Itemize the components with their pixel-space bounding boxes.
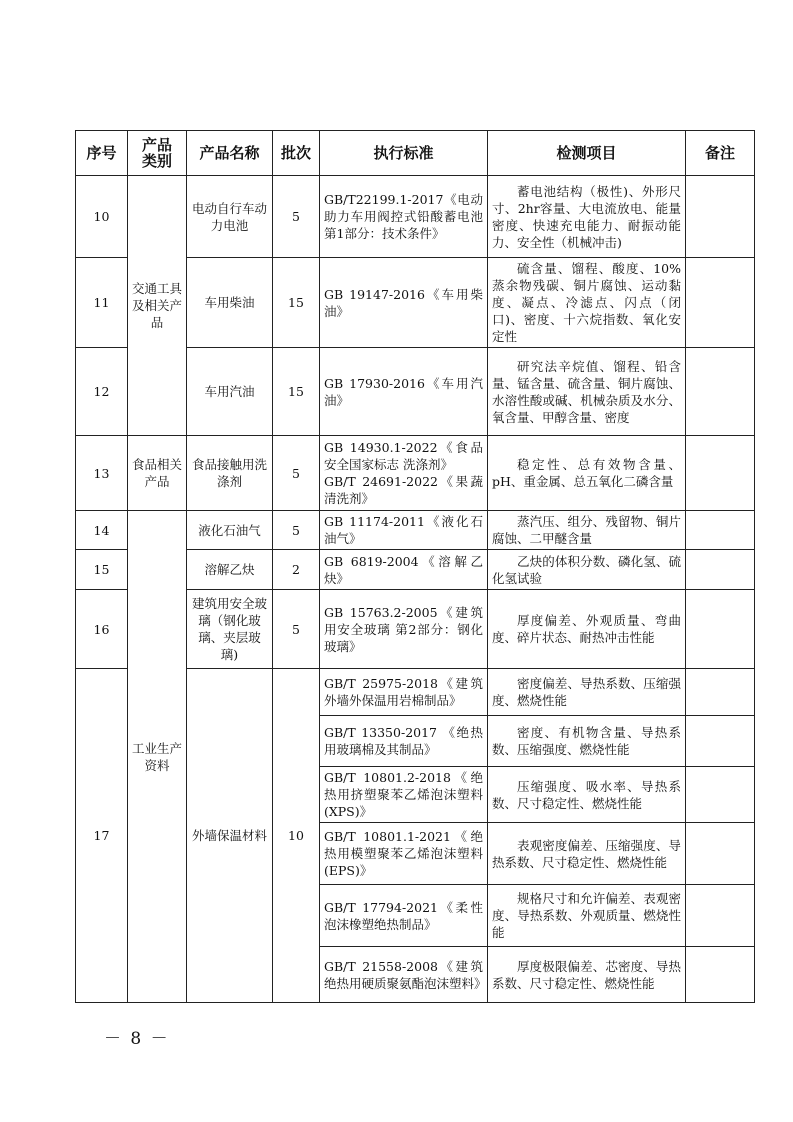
category-cell: 工业生产资料 <box>128 511 187 1003</box>
table-row <box>76 176 755 258</box>
row-seq: 10 <box>76 176 128 258</box>
product-name: 液化石油气 <box>187 511 273 550</box>
test-items-cell: 蓄电池结构（极性)、外形尺寸、2hr容量、大电流放电、能量密度、快速充电能力、耐振动能力、安全性（机械冲击) <box>488 176 686 258</box>
remarks-cell <box>686 511 755 550</box>
test-items-cell: 厚度偏差、外观质量、弯曲度、碎片状态、耐热冲击性能 <box>488 590 686 669</box>
row-seq: 12 <box>76 348 128 436</box>
row-seq: 17 <box>76 669 128 1003</box>
inspection-table <box>75 130 755 1003</box>
row-seq: 11 <box>76 258 128 348</box>
batch-count: 2 <box>273 550 320 590</box>
product-name: 溶解乙炔 <box>187 550 273 590</box>
test-items-cell: 厚度极限偏差、芯密度、导热系数、尺寸稳定性、燃烧性能 <box>488 947 686 1003</box>
remarks-cell <box>686 947 755 1003</box>
remarks-cell <box>686 767 755 823</box>
remarks-cell <box>686 258 755 348</box>
page-number: － 8 － <box>104 1029 170 1049</box>
table-row <box>76 436 755 511</box>
batch-count: 15 <box>273 348 320 436</box>
standard-cell: GB 6819-2004《溶解乙炔》 <box>320 550 488 590</box>
test-items-cell: 密度偏差、导热系数、压缩强度、燃烧性能 <box>488 669 686 716</box>
test-items-cell: 稳定性、总有效物含量、pH、重金属、总五氧化二磷含量 <box>488 436 686 511</box>
remarks-cell <box>686 823 755 885</box>
batch-count: 15 <box>273 258 320 348</box>
remarks-cell <box>686 885 755 947</box>
product-name: 食品接触用洗涤剂 <box>187 436 273 511</box>
product-name: 建筑用安全玻璃（钢化玻璃、夹层玻璃) <box>187 590 273 669</box>
remarks-cell <box>686 550 755 590</box>
batch-count: 5 <box>273 511 320 550</box>
header-product-name: 产品名称 <box>187 131 273 176</box>
test-items-cell: 硫含量、馏程、酸度、10%蒸余物残碳、铜片腐蚀、运动黏度、凝点、冷滤点、闪点（闭口)、密度、十六烷指数、氧化安定性 <box>488 258 686 348</box>
test-items-cell: 规格尺寸和允许偏差、表观密度、导热系数、外观质量、燃烧性能 <box>488 885 686 947</box>
row-seq: 15 <box>76 550 128 590</box>
remarks-cell <box>686 716 755 767</box>
header-remarks: 备注 <box>686 131 755 176</box>
standard-cell: GB/T22199.1-2017《电动助力车用阀控式铅酸蓄电池 第1部分：技术条件》 <box>320 176 488 258</box>
standard-cell: GB 17930-2016《车用汽油》 <box>320 348 488 436</box>
test-items-cell: 乙炔的体积分数、磷化氢、硫化氢试验 <box>488 550 686 590</box>
batch-count: 5 <box>273 590 320 669</box>
product-name: 电动自行车动力电池 <box>187 176 273 258</box>
header-test-items: 检测项目 <box>488 131 686 176</box>
standard-cell: GB/T 10801.1-2021《绝热用模塑聚苯乙烯泡沫塑料(EPS)》 <box>320 823 488 885</box>
remarks-cell <box>686 436 755 511</box>
row-seq: 13 <box>76 436 128 511</box>
row-seq: 16 <box>76 590 128 669</box>
standard-cell: GB/T 21558-2008《建筑绝热用硬质聚氨酯泡沫塑料》 <box>320 947 488 1003</box>
remarks-cell <box>686 348 755 436</box>
header-category: 产品 类别 <box>128 131 187 176</box>
batch-count: 10 <box>273 669 320 1003</box>
product-name: 车用柴油 <box>187 258 273 348</box>
standard-cell: GB/T 13350-2017 《绝热用玻璃棉及其制品》 <box>320 716 488 767</box>
standard-cell: GB/T 10801.2-2018《绝热用挤塑聚苯乙烯泡沫塑料(XPS)》 <box>320 767 488 823</box>
standard-cell: GB/T 17794-2021《柔性泡沫橡塑绝热制品》 <box>320 885 488 947</box>
standard-cell: GB 11174-2011《液化石油气》 <box>320 511 488 550</box>
standard-cell: GB 14930.1-2022《食品安全国家标志 洗涤剂》 GB/T 24691-2022《果蔬清洗剂》 <box>320 436 488 511</box>
test-items-cell: 表观密度偏差、压缩强度、导热系数、尺寸稳定性、燃烧性能 <box>488 823 686 885</box>
test-items-cell: 蒸汽压、组分、残留物、铜片腐蚀、二甲醚含量 <box>488 511 686 550</box>
remarks-cell <box>686 669 755 716</box>
row-seq: 14 <box>76 511 128 550</box>
product-name: 外墙保温材料 <box>187 669 273 1003</box>
header-standard: 执行标准 <box>320 131 488 176</box>
test-items-cell: 密度、有机物含量、导热系数、压缩强度、燃烧性能 <box>488 716 686 767</box>
batch-count: 5 <box>273 436 320 511</box>
table-row <box>76 511 755 550</box>
batch-count: 5 <box>273 176 320 258</box>
product-name: 车用汽油 <box>187 348 273 436</box>
remarks-cell <box>686 176 755 258</box>
standard-cell: GB 19147-2016《车用柴油》 <box>320 258 488 348</box>
category-cell: 交通工具及相关产品 <box>128 176 187 436</box>
category-cell: 食品相关产品 <box>128 436 187 511</box>
table-header-row <box>76 131 755 176</box>
test-items-cell: 压缩强度、吸水率、导热系数、尺寸稳定性、燃烧性能 <box>488 767 686 823</box>
standard-cell: GB/T 25975-2018《建筑外墙外保温用岩棉制品》 <box>320 669 488 716</box>
remarks-cell <box>686 590 755 669</box>
test-items-cell: 研究法辛烷值、馏程、铅含量、锰含量、硫含量、铜片腐蚀、水溶性酸或碱、机械杂质及水分、氧含量、甲醇含量、密度 <box>488 348 686 436</box>
standard-cell: GB 15763.2-2005《建筑用安全玻璃 第2部分：钢化玻璃》 <box>320 590 488 669</box>
header-seq: 序号 <box>76 131 128 176</box>
header-batch: 批次 <box>273 131 320 176</box>
